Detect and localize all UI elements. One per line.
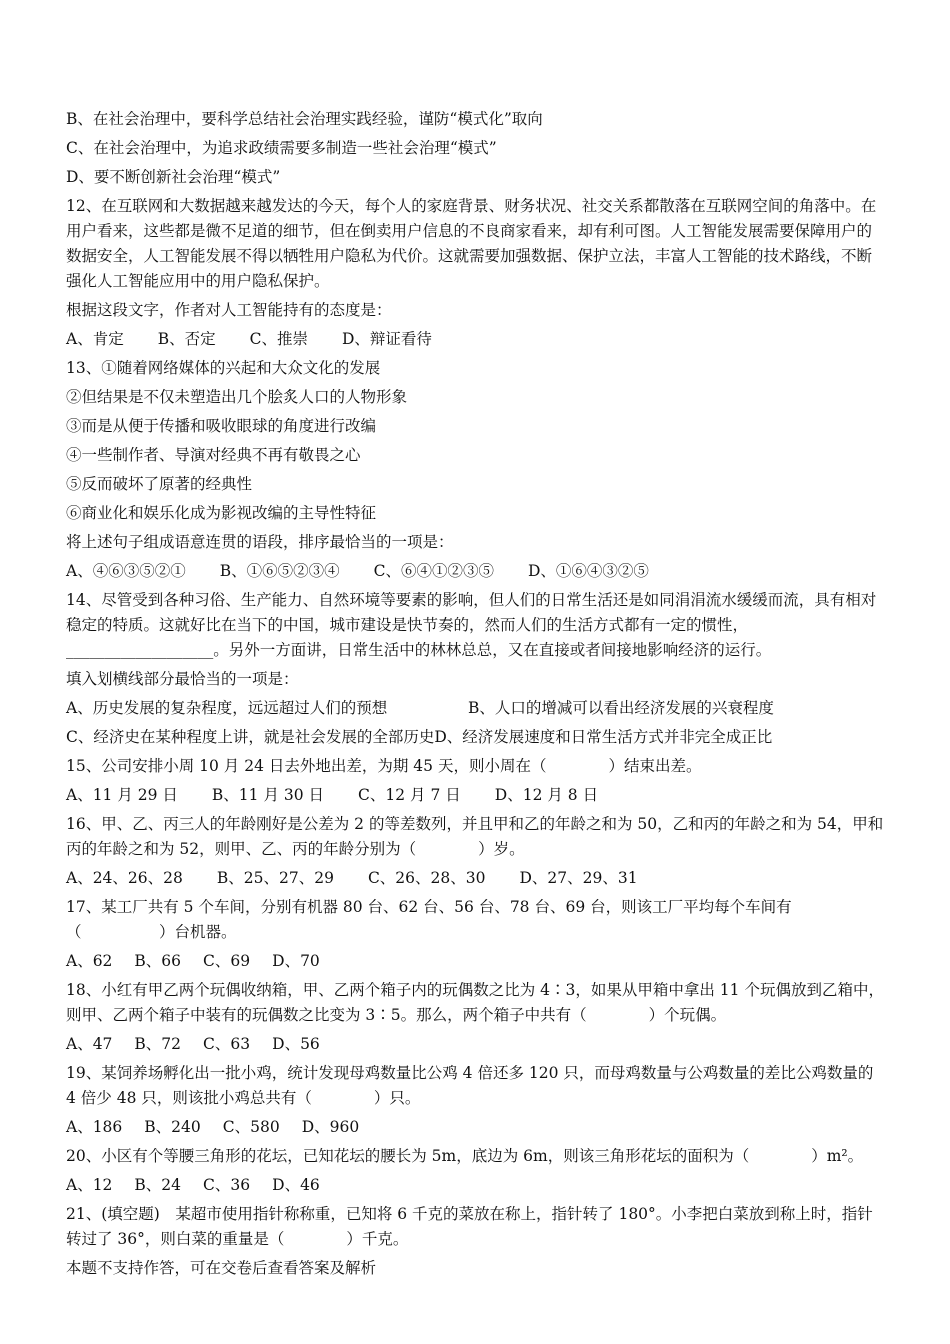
option-b: B、66 <box>134 952 182 970</box>
option-d: D、960 <box>301 1118 360 1136</box>
question-21-text: 21、(填空题) 某超市使用指针称称重，已知将 6 千克的菜放在称上，指针转了 180°。小李把白菜放到称上时，指针转过了 36°，则白菜的重量是（ ）千克。 <box>66 1205 873 1248</box>
option-b: B、①⑥⑤②③④ <box>219 562 340 580</box>
option-c: C、12 月 7 日 <box>358 786 461 804</box>
question-19-text: 19、某饲养场孵化出一批小鸡，统计发现母鸡数量比公鸡 4 倍还多 120 只，而母鸡数量与公鸡数量的差比公鸡数量的 4 倍少 48 只，则该批小鸡总共有（ ）只。 <box>66 1064 874 1107</box>
option-c: C、经济史在某种程度上讲，就是社会发展的全部历史 <box>66 728 435 746</box>
option-b: B、否定 <box>157 330 216 348</box>
question-12-text: 12、在互联网和大数据越来越发达的今天，每个人的家庭背景、财务状况、社交关系都散落在互联网空间的角落中。在用户看来，这些都是微不足道的细节，但在倒卖用户信息的不良商家看来，却有利可图。人工智能发展需要保障用户的数据安全，人工智能发展不得以牺牲用户隐私为代价。这就需要加强数据、保护立法，丰富人工智能的技术路线，不断强化人工智能应用中的用户隐私保护。 <box>66 197 877 290</box>
option-line: B、在社会治理中，要科学总结社会治理实践经验，谨防“模式化”取向 <box>66 110 543 128</box>
option-a: A、历史发展的复杂程度，远远超过人们的预想 <box>66 699 388 717</box>
option-c: C、580 <box>222 1118 280 1136</box>
option-b: B、240 <box>144 1118 201 1136</box>
question-13-item: ④一些制作者、导演对经典不再有敬畏之心 <box>66 446 361 464</box>
option-d: D、27、29、31 <box>519 869 638 887</box>
question-20-text: 20、小区有个等腰三角形的花坛，已知花坛的腰长为 5m，底边为 6m，则该三角形花坛的面积为（ ）m²。 <box>66 1147 864 1165</box>
option-line: C、在社会治理中，为追求政绩需要多制造一些社会治理“模式” <box>66 139 497 157</box>
question-13-item: ③而是从便于传播和吸收眼球的角度进行改编 <box>66 417 377 435</box>
option-a: A、24、26、28 <box>66 869 183 887</box>
question-21-note: 本题不支持作答，可在交卷后查看答案及解析 <box>66 1259 377 1277</box>
question-13-item: ⑤反而破坏了原著的经典性 <box>66 475 253 493</box>
question-18-options <box>66 1032 886 1057</box>
question-13-options <box>66 559 886 584</box>
option-b: B、24 <box>134 1176 182 1194</box>
option-d: D、辩证看待 <box>341 330 432 348</box>
option-a: A、11 月 29 日 <box>66 786 178 804</box>
option-a: A、④⑥③⑤②① <box>66 562 186 580</box>
option-c: C、36 <box>203 1176 251 1194</box>
question-12-options <box>66 327 886 352</box>
question-18-text: 18、小红有甲乙两个玩偶收纳箱，甲、乙两个箱子内的玩偶数之比为 4∶3，如果从甲箱中拿出 11 个玩偶放到乙箱中，则甲、乙两个箱子中装有的玩偶数之比变为 3∶5。那么，两个箱子中共有（ ）个玩偶。 <box>66 981 884 1024</box>
option-b: B、11 月 30 日 <box>211 786 325 804</box>
question-12-prompt: 根据这段文字，作者对人工智能持有的态度是： <box>66 301 392 319</box>
question-15-options <box>66 783 886 808</box>
question-14-options-cd <box>66 725 886 750</box>
question-17-options <box>66 949 886 974</box>
option-a: A、肯定 <box>66 330 124 348</box>
question-15-text: 15、公司安排小周 10 月 24 日去外地出差，为期 45 天，则小周在（ ）结束出差。 <box>66 757 702 775</box>
option-a: A、12 <box>66 1176 113 1194</box>
question-14-text-part2: 。另外一方面讲，日常生活中的林林总总，又在直接或者间接地影响经济的运行。 <box>213 641 772 659</box>
option-a: A、62 <box>66 952 113 970</box>
document-page <box>66 107 886 1285</box>
option-c: C、⑥④①②③⑤ <box>373 562 494 580</box>
option-c: C、推崇 <box>249 330 308 348</box>
option-b: B、72 <box>134 1035 182 1053</box>
question-14-blank: ___________________ <box>66 641 214 659</box>
question-13-item: ②但结果是不仅未塑造出几个脍炙人口的人物形象 <box>66 388 408 406</box>
question-19-options <box>66 1115 886 1140</box>
option-b: B、人口的增减可以看出经济发展的兴衰程度 <box>468 699 774 717</box>
question-14-text <box>66 588 886 663</box>
question-16-text: 16、甲、乙、丙三人的年龄刚好是公差为 2 的等差数列，并且甲和乙的年龄之和为 50，乙和丙的年龄之和为 54，甲和丙的年龄之和为 52，则甲、乙、丙的年龄分别为（ ）岁。 <box>66 815 884 858</box>
option-d: D、12 月 8 日 <box>494 786 599 804</box>
question-13-item: 13、①随着网络媒体的兴起和大众文化的发展 <box>66 359 381 377</box>
option-c: C、69 <box>203 952 251 970</box>
question-14-options-ab <box>66 696 886 721</box>
option-d: D、70 <box>272 952 320 970</box>
option-d: D、56 <box>272 1035 320 1053</box>
option-a: A、47 <box>66 1035 113 1053</box>
option-line: D、要不断创新社会治理“模式” <box>66 168 281 186</box>
question-13-prompt: 将上述句子组成语意连贯的语段，排序最恰当的一项是： <box>66 533 454 551</box>
option-d: D、①⑥④③②⑤ <box>527 562 649 580</box>
question-14-prompt: 填入划横线部分最恰当的一项是： <box>66 670 299 688</box>
option-c: C、63 <box>203 1035 251 1053</box>
question-14-text-part1: 14、尽管受到各种习俗、生产能力、自然环境等要素的影响，但人们的日常生活还是如同涓涓流水缓缓而流，具有相对稳定的特质。这就好比在当下的中国，城市建设是快节奏的，然而人们的生活方式都有一定的惯性， <box>66 591 877 634</box>
option-c: C、26、28、30 <box>367 869 486 887</box>
option-a: A、186 <box>66 1118 123 1136</box>
question-20-options <box>66 1173 886 1198</box>
question-13-item: ⑥商业化和娱乐化成为影视改编的主导性特征 <box>66 504 377 522</box>
question-16-options <box>66 866 886 891</box>
option-b: B、25、27、29 <box>216 869 334 887</box>
question-17-text: 17、某工厂共有 5 个车间，分别有机器 80 台、62 台、56 台、78 台、69 台，则该工厂平均每个车间有（ ）台机器。 <box>66 898 792 941</box>
option-d: D、46 <box>272 1176 320 1194</box>
option-d: D、经济发展速度和日常生活方式并非完全成正比 <box>434 728 773 746</box>
